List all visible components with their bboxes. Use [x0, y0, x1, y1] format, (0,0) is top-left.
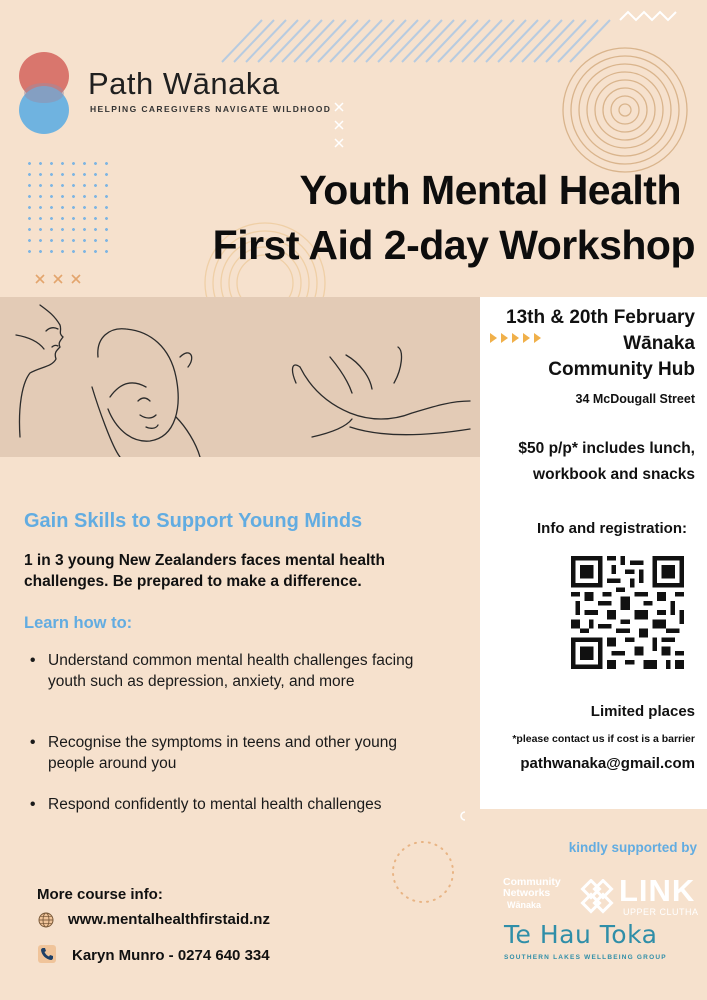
learn-heading: Learn how to:: [24, 614, 133, 632]
contact-email[interactable]: pathwanaka@gmail.com: [520, 755, 695, 772]
te-hau-toka-logo: Te Hau Toka: [504, 920, 658, 949]
brand-name: Path Wānaka: [88, 66, 280, 101]
line-art-faces-illustration: [0, 297, 480, 457]
x-marks-decoration: [335, 103, 343, 147]
knot-icon: [577, 879, 617, 915]
title-line-1: Youth Mental Health: [299, 167, 681, 213]
dotted-circle-decoration: [385, 810, 465, 905]
venue-line-2: Community Hub: [548, 359, 695, 380]
bullet-icon: •: [30, 734, 36, 751]
link-wordmark: LINK: [619, 873, 696, 908]
arrow-triangles-icon: [490, 333, 550, 343]
price-line-2: workbook and snacks: [533, 466, 695, 483]
list-item: [30, 650, 430, 692]
link-upper-clutha: UPPER CLUTHA: [623, 907, 699, 917]
zigzag-decoration: [620, 12, 676, 20]
registration-qr-code[interactable]: [571, 556, 684, 669]
phone-icon: [38, 945, 56, 963]
venue-line-1: Wānaka: [623, 333, 695, 354]
list-item-text: Respond confidently to mental health challenges: [48, 796, 382, 813]
bullet-icon: •: [30, 652, 36, 669]
limited-places: Limited places: [590, 703, 695, 720]
contact-phone[interactable]: Karyn Munro - 0274 640 334: [72, 947, 270, 964]
skills-heading: Gain Skills to Support Young Minds: [24, 510, 363, 532]
supported-by-label: kindly supported by: [568, 840, 697, 855]
list-item-text: Recognise the symptoms in teens and other young people around you: [48, 734, 397, 772]
info-registration-label: Info and registration:: [537, 520, 687, 537]
bullet-icon: •: [30, 796, 36, 813]
dot-grid-decoration: [24, 158, 114, 258]
link-wanaka: Wānaka: [507, 900, 542, 910]
brand-tagline: HELPING CAREGIVERS NAVIGATE WILDHOOD: [90, 104, 332, 114]
concentric-circles-decoration: [563, 48, 687, 172]
list-item: [30, 794, 430, 815]
link-networks: Networks: [503, 887, 551, 899]
more-info-heading: More course info:: [37, 886, 163, 903]
event-dates: 13th & 20th February: [506, 307, 695, 328]
list-item-text: Understand common mental health challenges facing youth such as depression, anxiety, and more: [48, 652, 414, 690]
list-item: [30, 732, 430, 774]
title-line-2: First Aid 2-day Workshop: [212, 222, 695, 268]
cost-note: *please contact us if cost is a barrier: [512, 733, 695, 745]
venue-address: 34 McDougall Street: [575, 392, 695, 406]
x-marks-orange-decoration: [36, 275, 80, 283]
website-link[interactable]: www.mentalhealthfirstaid.nz: [68, 911, 270, 928]
link-upper-clutha-logo: [503, 873, 703, 923]
diagonal-stripes-decoration: [222, 20, 610, 62]
logo-mark-icon: [18, 50, 74, 136]
globe-icon: [38, 912, 54, 928]
intro-text: 1 in 3 young New Zealanders faces mental health challenges. Be prepared to make a difference.: [24, 552, 385, 590]
te-hau-toka-subtitle: SOUTHERN LAKES WELLBEING GROUP: [504, 954, 667, 961]
link-community: Community: [503, 876, 561, 888]
price-line-1: $50 p/p* includes lunch,: [518, 440, 695, 457]
